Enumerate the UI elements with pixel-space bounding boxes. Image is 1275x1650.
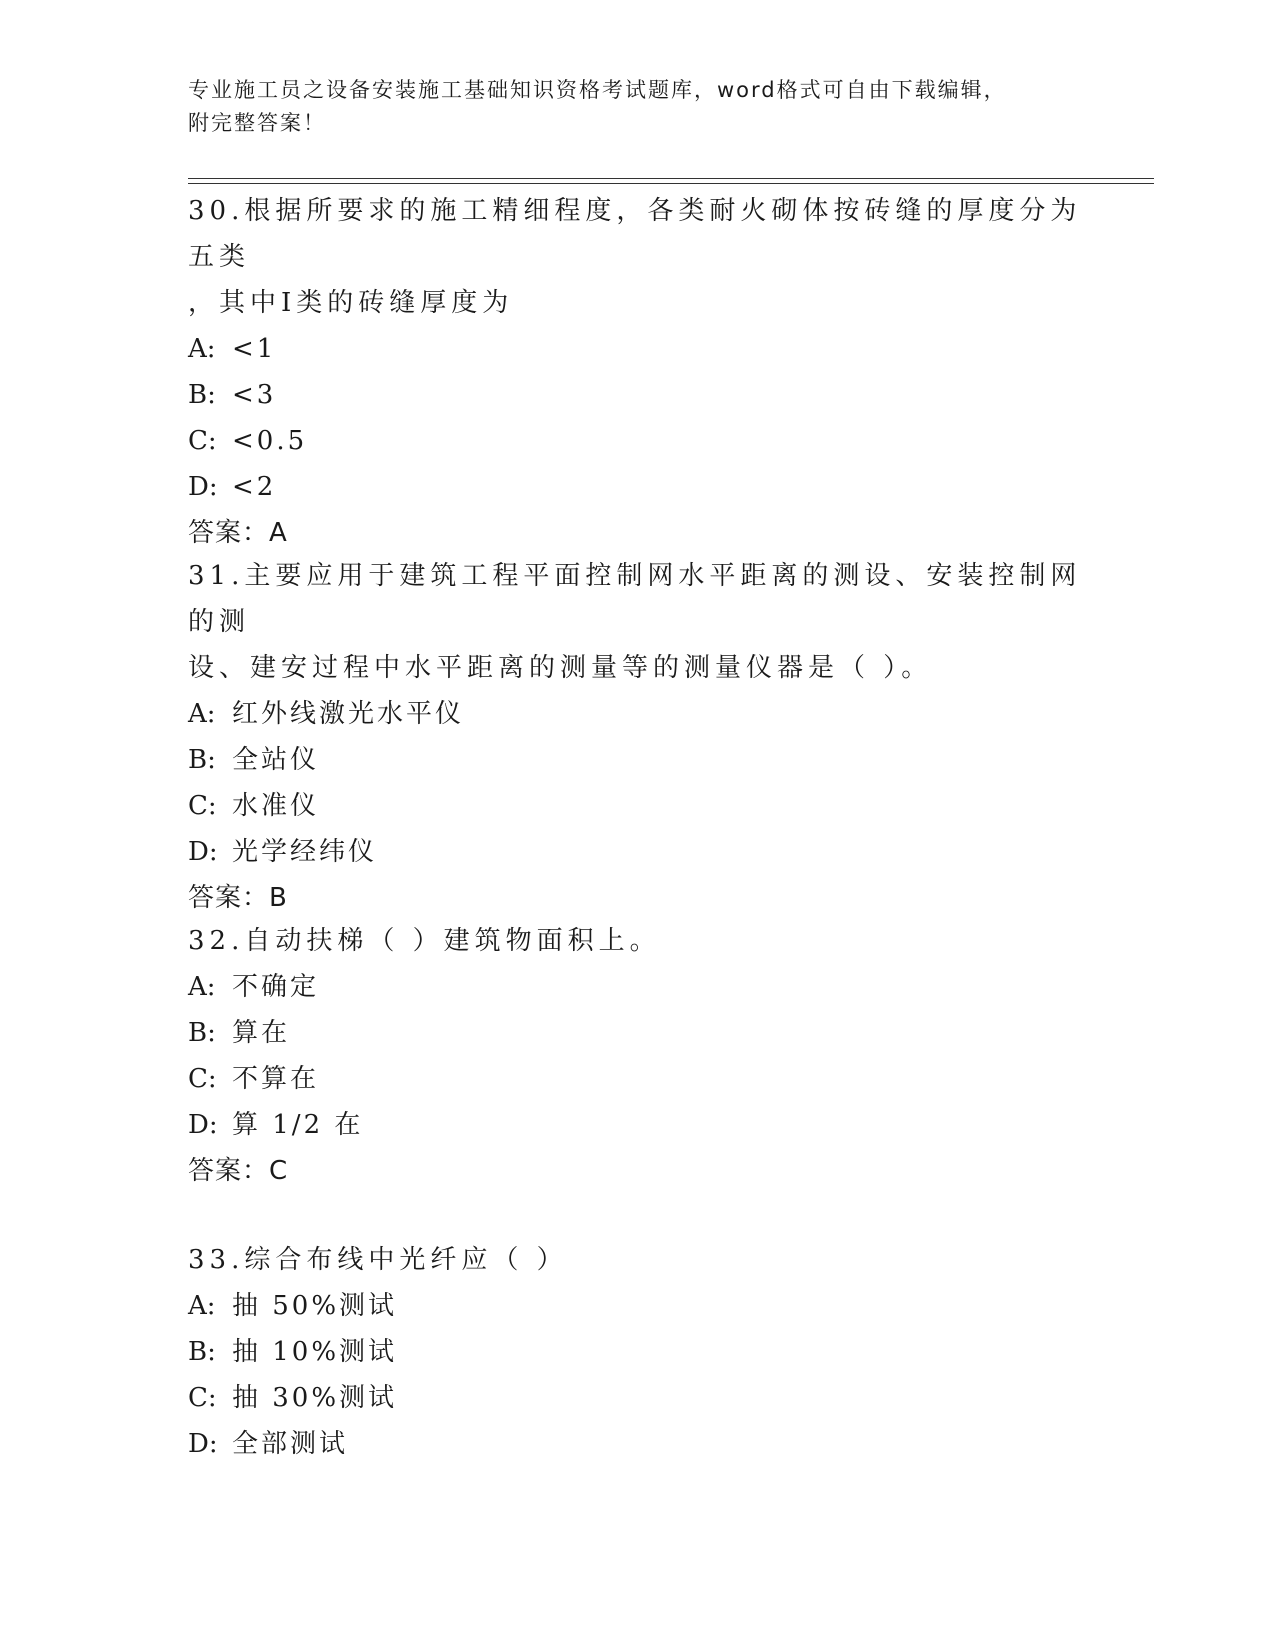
option-b — [188, 1329, 1088, 1375]
option-b — [188, 372, 1088, 418]
option-letter: A: — [188, 1291, 216, 1321]
option-text: 不算在 — [232, 1064, 320, 1094]
answer-line: 答案：B — [188, 883, 288, 913]
option-a — [188, 691, 1088, 737]
option-a — [188, 1283, 1088, 1329]
option-letter: A: — [188, 972, 216, 1002]
option-text: 全部测试 — [232, 1429, 349, 1459]
option-text: <1 — [232, 334, 277, 364]
option-letter: A: — [188, 699, 216, 729]
option-letter: D: — [188, 472, 218, 502]
option-text: 算在 — [232, 1018, 291, 1048]
option-d — [188, 1102, 1088, 1148]
header-divider-bottom — [188, 183, 1154, 184]
option-text: 不确定 — [232, 972, 320, 1002]
question-text: 31.主要应用于建筑工程平面控制网水平距离的测设、安装控制网的测 — [188, 561, 1082, 637]
question-text: 33.综合布线中光纤应（ ） — [188, 1245, 568, 1275]
question-text-continued: ，其中Ⅰ类的砖缝厚度为 — [188, 288, 514, 318]
question-text: 30.根据所要求的施工精细程度，各类耐火砌体按砖缝的厚度分为五类 — [188, 196, 1082, 272]
header-divider-top — [188, 178, 1154, 179]
option-letter: C: — [188, 791, 217, 821]
option-d — [188, 829, 1088, 875]
option-text: 抽 30%测试 — [232, 1383, 398, 1413]
option-letter: B: — [188, 745, 216, 775]
header-line-2: 附完整答案！ — [188, 111, 326, 135]
option-text: 光学经纬仪 — [232, 837, 378, 867]
header-line-1: 专业施工员之设备安装施工基础知识资格考试题库，word格式可自由下载编辑， — [188, 78, 1007, 102]
option-letter: A: — [188, 334, 216, 364]
option-text: <2 — [232, 472, 277, 502]
option-letter: C: — [188, 1064, 217, 1094]
option-letter: D: — [188, 837, 218, 867]
option-letter: B: — [188, 1337, 216, 1367]
option-text: 全站仪 — [232, 745, 320, 775]
option-text: 算 1/2 在 — [232, 1110, 364, 1140]
option-text: 水准仪 — [232, 791, 320, 821]
option-c — [188, 783, 1088, 829]
answer-line: 答案：A — [188, 518, 288, 548]
option-letter: D: — [188, 1429, 218, 1459]
option-b — [188, 1010, 1088, 1056]
question-text-continued: 设、建安过程中水平距离的测量等的测量仪器是（ ）。 — [188, 653, 933, 683]
option-c — [188, 1375, 1088, 1421]
question-30 — [188, 188, 1088, 556]
option-b — [188, 737, 1088, 783]
question-33 — [188, 1237, 1088, 1467]
option-text: <0.5 — [232, 426, 308, 456]
option-a — [188, 326, 1088, 372]
option-letter: C: — [188, 426, 217, 456]
option-c — [188, 418, 1088, 464]
document-header — [188, 74, 1088, 140]
option-text: <3 — [232, 380, 277, 410]
option-text: 抽 50%测试 — [232, 1291, 398, 1321]
question-31 — [188, 553, 1088, 921]
option-letter: C: — [188, 1383, 217, 1413]
option-d — [188, 1421, 1088, 1467]
question-32 — [188, 918, 1088, 1194]
question-text: 32.自动扶梯（ ）建筑物面积上。 — [188, 926, 661, 956]
option-letter: B: — [188, 1018, 216, 1048]
option-letter: D: — [188, 1110, 218, 1140]
option-d — [188, 464, 1088, 510]
option-text: 抽 10%测试 — [232, 1337, 398, 1367]
option-c — [188, 1056, 1088, 1102]
option-a — [188, 964, 1088, 1010]
option-letter: B: — [188, 380, 216, 410]
option-text: 红外线激光水平仪 — [232, 699, 465, 729]
answer-line: 答案：C — [188, 1156, 289, 1186]
